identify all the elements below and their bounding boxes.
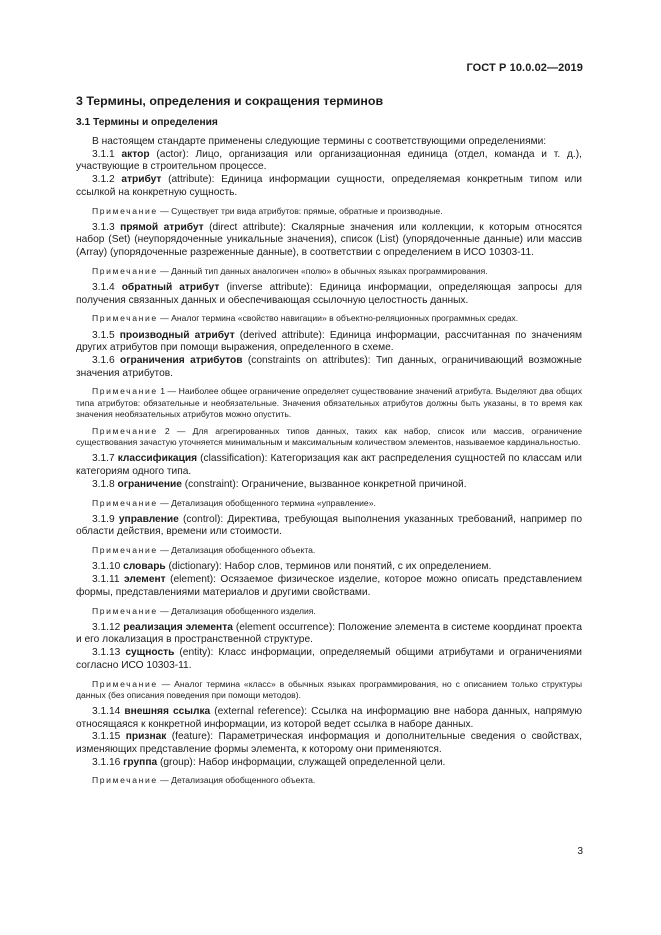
note: Примечание — Данный тип данных аналогичен «полю» в обычных языках программирования. — [92, 265, 488, 276]
standard-id: ГОСТ Р 10.0.02—2019 — [466, 62, 583, 74]
term-3-1-6: 3.1.6 ограничения атрибутов (constraints on attributes): Тип данных, ограничивающий возможные значения атрибутов. — [76, 355, 582, 379]
term-3-1-5: 3.1.5 производный атрибут (derived attribute): Единица информации, рассчитанная по значениям других атрибутов при помощи выражения, определенного в схеме. — [76, 329, 582, 354]
term-3-1-16: 3.1.16 группа (group): Набор информации, служащей определенной цели. — [92, 756, 446, 768]
term-3-1-3: 3.1.3 прямой атрибут (direct attribute): Скалярные значения или коллекции, к которым относятся набор (Set) (неупорядоченные уникальные значения), список (List) (упорядоченные данные) или массив (Array) (упорядоченные разреженные данные), в соответствии с определением в ИСО 10303-11. — [76, 221, 582, 259]
term-3-1-7: 3.1.7 классификация (classification): Категоризация как акт распределения сущностей по классам или категориям одного типа. — [76, 453, 582, 478]
note-2: Примечание 2 — Для агрегированных типов данных, таких как набор, список или массив, ограничение существования зачастую уточняется минимальным и максимальным количеством элементов, называемое кардинальностью. — [76, 426, 582, 448]
term-3-1-13: 3.1.13 сущность (entity): Класс информации, определяемый общими атрибутами и ограничениями согласно ИСО 10303-11. — [76, 647, 582, 671]
note: Примечание — Существует три вида атрибутов: прямые, обратные и производные. — [92, 205, 443, 216]
intro-paragraph: В настоящем стандарте применены следующие термины с соответствующими определениями: — [92, 136, 547, 147]
subsection-title: 3.1 Термины и определения — [76, 117, 218, 128]
term-3-1-1: 3.1.1 актор (actor): Лицо, организация или организационная единица (отдел, команда и т. д.), участвующие в строительном процессе. — [76, 148, 582, 173]
note: Примечание — Детализация обобщенного объекта. — [92, 775, 316, 786]
note: Примечание — Аналог термина «класс» в обычных языках программирования, но с описанием только структуры данных (без описания поведения при помощи методов). — [76, 678, 583, 700]
term-3-1-15: 3.1.15 признак (feature): Параметрическая информация и дополнительные сведения о свойствах, изменяющих представление формы элемента, к которому они применяются. — [76, 731, 582, 756]
term-3-1-11: 3.1.11 элемент (element): Осязаемое физическое изделие, которое можно описать представлением формы, представлениями материалов и другими свойствами. — [76, 574, 582, 598]
note: Примечание — Детализация обобщенного термина «управление». — [92, 497, 376, 508]
term-3-1-4: 3.1.4 обратный атрибут (inverse attribute): Единица информации, определяющая запросы для получения связанных данных и обеспечивающая ссылочную целостность данных. — [76, 282, 582, 306]
term-3-1-10: 3.1.10 словарь (dictionary): Набор слов, терминов или понятий, с их определением. — [92, 561, 492, 573]
section-title: 3 Термины, определения и сокращения терминов — [76, 94, 384, 108]
note: Примечание — Детализация обобщенного объекта. — [92, 545, 316, 556]
page-number: 3 — [577, 846, 583, 857]
term-3-1-9: 3.1.9 управление (control): Директива, требующая выполнения указанных требований, например по области действия, времени или стоимости. — [76, 513, 582, 538]
term-3-1-14: 3.1.14 внешняя ссылка (external reference): Ссылка на информацию вне набора данных, напрямую относящаяся к конкретной информации, из которой ведет ссылка в наборе данных. — [76, 705, 582, 730]
term-3-1-12: 3.1.12 реализация элемента (element occurrence): Положение элемента в системе координат проекта и его локализация в пространственной структуре. — [76, 621, 582, 646]
note-1: Примечание 1 — Наиболее общее ограничение определяет существование значений атрибута. Выделяют два общих типа атрибутов: обязательные и необязательные. Значения обязательных атрибутов должны быть указаны, в то время как значения необязательных атрибутов можно опустить. — [76, 386, 583, 419]
term-3-1-8: 3.1.8 ограничение (constraint): Ограничение, вызванное конкретной причиной. — [92, 478, 467, 490]
note: Примечание — Аналог термина «свойство навигации» в объектно-реляционных программных средах. — [92, 313, 519, 324]
content — [76, 94, 582, 787]
term-3-1-2: 3.1.2 атрибут (attribute): Единица информации сущности, определяемая конкретным типом или ссылкой на конкретную сущность. — [76, 174, 582, 198]
note: Примечание — Детализация обобщенного изделия. — [92, 605, 316, 616]
